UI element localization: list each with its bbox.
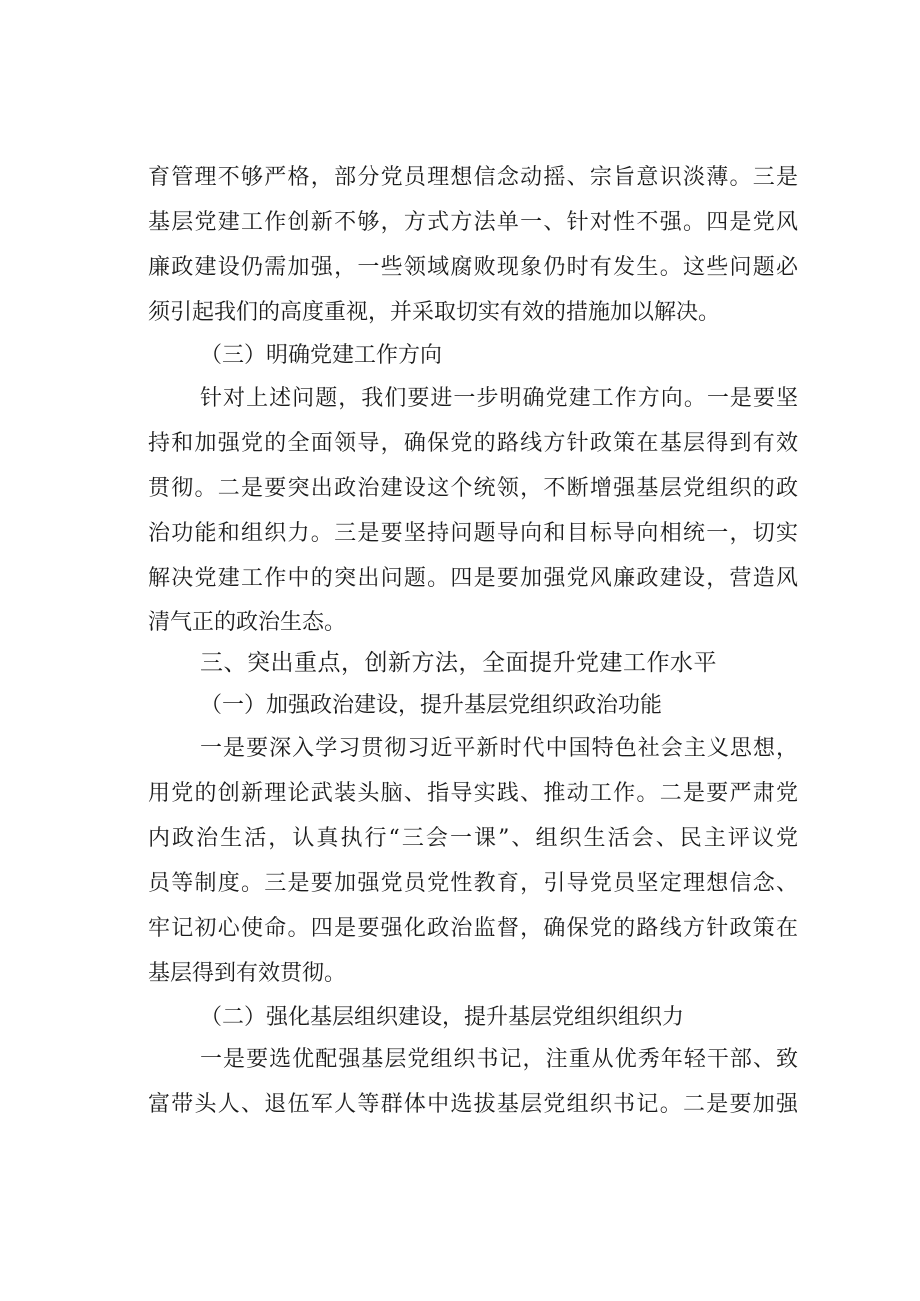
subsection-heading: （三）明确党建工作方向 [200, 343, 443, 368]
body-text-line: 基层党建工作创新不够，方式方法单一、针对性不强。四是党风 [148, 210, 798, 235]
paragraph-first-line: 一是要深入学习贯彻习近平新时代中国特色社会主义思想， [200, 736, 798, 761]
subsection-heading: （一）加强政治建设，提升基层党组织政治功能 [200, 693, 663, 718]
body-text-line: 持和加强党的全面领导，确保党的路线方针政策在基层得到有效 [148, 431, 798, 456]
body-text-line: 育管理不够严格，部分党员理想信念动摇、宗旨意识淡薄。三是 [148, 165, 798, 190]
body-text-line: 员等制度。三是要加强党员党性教育，引导党员坚定理想信念、 [148, 871, 798, 896]
body-text-line: 基层得到有效贯彻。 [148, 961, 347, 986]
body-text-line: 富带头人、退伍军人等群体中选拔基层党组织书记。二是要加强 [148, 1092, 798, 1117]
body-text-line: 贯彻。二是要突出政治建设这个统领，不断增强基层党组织的政 [148, 476, 798, 501]
section-heading: 三、突出重点，创新方法，全面提升党建工作水平 [200, 650, 717, 676]
body-text-line: 解决党建工作中的突出问题。四是要加强党风廉政建设，营造风 [148, 566, 798, 591]
body-text-line: 须引起我们的高度重视，并采取切实有效的措施加以解决。 [148, 300, 721, 325]
body-text-line: 用党的创新理论武装头脑、指导实践、推动工作。二是要严肃党 [148, 781, 798, 806]
subsection-heading: （二）强化基层组织建设，提升基层党组织组织力 [200, 1005, 685, 1030]
paragraph-first-line: 针对上述问题，我们要进一步明确党建工作方向。一是要坚 [200, 386, 798, 411]
body-text-line: 清气正的政治生态。 [148, 610, 347, 635]
paragraph-first-line: 一是要选优配强基层党组织书记，注重从优秀年轻干部、致 [200, 1047, 798, 1072]
body-text-line: 内政治生活，认真执行“三会一课”、组织生活会、民主评议党 [148, 826, 798, 851]
body-text-line: 治功能和组织力。三是要坚持问题导向和目标导向相统一，切实 [148, 521, 798, 546]
body-text-line: 牢记初心使命。四是要强化政治监督，确保党的路线方针政策在 [148, 916, 798, 941]
body-text-line: 廉政建设仍需加强，一些领域腐败现象仍时有发生。这些问题必 [148, 255, 798, 280]
